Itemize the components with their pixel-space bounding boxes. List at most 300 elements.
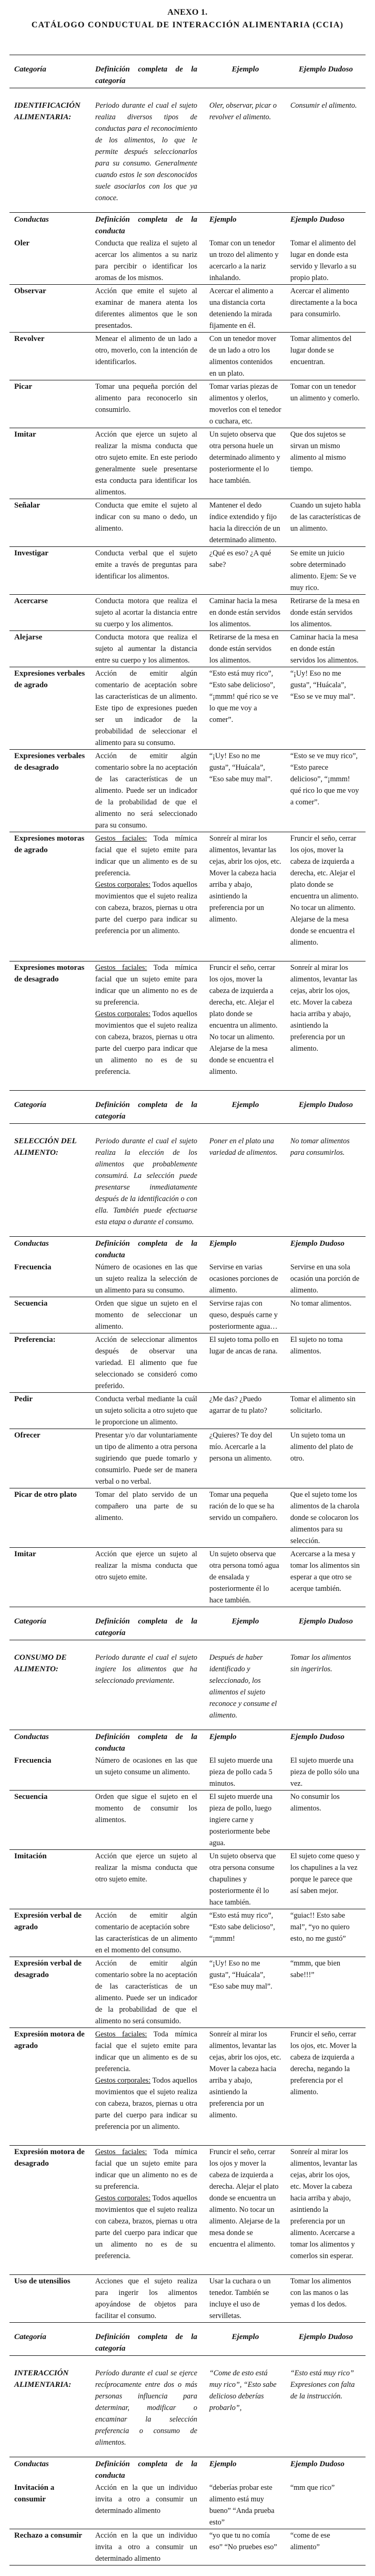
facial-gestures-label: Gestos faciales: (95, 2030, 147, 2039)
behavior-example (205, 1791, 286, 1850)
behavior-example (205, 547, 286, 595)
behavior-row (9, 2481, 366, 2529)
header-ejemplo: Ejemplo (205, 1091, 286, 1124)
header-definicion-categoria: Definición completa de la categoría (90, 1091, 205, 1124)
behavior-example (205, 285, 286, 333)
behavior-name: Picar (9, 380, 90, 428)
example-text: Retirarse de la mesa en donde están servidos los alimentos. (209, 633, 279, 665)
behavior-name: Invitación a consumir (9, 2481, 90, 2529)
example-text: Tomar varias piezas de alimentos y olerlos, moverlos con el tenedor o cuchara, etc. (209, 382, 281, 426)
behavior-definition (90, 1393, 205, 1429)
behavior-doubtful-example (286, 1429, 366, 1488)
behavior-doubtful-example (286, 2529, 366, 2565)
behavior-example (205, 667, 286, 750)
body-gestures-label: Gestos corporales: (95, 2076, 151, 2085)
behavior-definition (90, 2275, 205, 2323)
example-text: “¡Uy! Eso no me gusta”, “Huácala”, “Eso sabe muy mal”. (209, 752, 272, 783)
example-text: Sonreír al mirar los alimentos, levantar las cejas, abrir los ojos, etc. Mover la cabeza hacia arriba y abajo, asintiendo la preferencia por un alimento. (209, 2030, 281, 2119)
behavior-example (205, 1909, 286, 1957)
example-text: Caminar hacia la mesa en donde están servidos los alimentos. (209, 597, 281, 628)
facial-gestures-text: Toda mímica facial que el sujeto emite para indicar que un alimento es de su preferencia. (95, 834, 197, 877)
doubtful-text: Cuando un sujeto habla de las características de un alimento. (290, 501, 361, 533)
example-text: Fruncir el seño, cerrar los ojos y mover la cabeza de izquierda a derecha. Alejar el plato donde se encuentra un alimento. No tocar un alimento. Alejarse de la mesa donde se encuentra el alimento. (209, 2148, 280, 2249)
example-text: ¿Quieres? Te doy del mío. Acercarle a la persona un alimento. (209, 1431, 272, 1463)
behavior-name: Expresión verbal de desagrado (9, 1957, 90, 2028)
example-text: Un sujeto observa que otra persona consume chapulines y posteriormente él lo hace también. (209, 1852, 276, 1907)
title-annex: ANEXO 1. (167, 8, 208, 17)
behavior-doubtful-example (286, 380, 366, 428)
header-definicion-categoria: Definición completa de la categoría (90, 55, 205, 88)
behavior-row (9, 750, 366, 832)
behavior-name: Acercarse (9, 595, 90, 631)
category-name: CONSUMO DE ALIMENTO: (14, 1653, 67, 1673)
behavior-doubtful-example (286, 1297, 366, 1333)
header-conductas: Conductas (9, 2457, 90, 2482)
behavior-example (205, 1488, 286, 1548)
behavior-definition (90, 1791, 205, 1850)
definition-text: Acción de emitir algún comentario de aceptación sobre (95, 1911, 197, 1931)
definition-text: Acciones que el sujeto realiza para ingerir los alimentos apoyándose de objetos para facilitar el consumo. (95, 2277, 197, 2320)
behavior-name: Revolver (9, 333, 90, 380)
category-definition: Período durante el cual se ejerce recíprocamente entre dos o más personas influencia para determinar, modificar o encaminar la selección preferencia o consumo de alimentos. (95, 2369, 197, 2447)
behavior-doubtful-example (286, 832, 366, 961)
doubtful-text: No consumir los alimentos. (290, 1793, 340, 1813)
category-definition-row (9, 1640, 366, 1730)
header-ejemplo: Ejemplo (205, 213, 286, 237)
behavior-doubtful-example (286, 1393, 366, 1429)
doubtful-text: Caminar hacia la mesa en donde están servidos los alimentos. (290, 633, 359, 665)
doubtful-text: “¡Uy! Eso no me gusta”, “Huácala”, “Eso se ve muy mal”. (290, 669, 356, 701)
header-conductas: Conductas (9, 1237, 90, 1261)
behaviors-header-row (9, 2457, 366, 2482)
doubtful-text: Tomar el alimento del lugar en donde esta servido y llevarlo a su propio plato. (290, 239, 357, 282)
behavior-example (205, 2028, 286, 2146)
behavior-name: Secuencia (9, 1791, 90, 1850)
doubtful-text: Tomar los alimentos con las manos o las yemas d los dedos. (290, 2277, 351, 2309)
title-catalog: CATÁLOGO CONDUCTUAL DE INTERACCIÓN ALIMENTARIA (CCIA) (31, 20, 344, 29)
behavior-name: Observar (9, 285, 90, 333)
header-definicion-categoria: Definición completa de la categoría (90, 2323, 205, 2356)
behavior-catalog-table (9, 55, 366, 2565)
behavior-name: Uso de utensilios (9, 2275, 90, 2323)
header-ejemplo-dudoso: Ejemplo Dudoso (286, 2457, 366, 2482)
example-text: Sonreír al mirar los alimentos, levantar las cejas, abrir los ojos, etc. Mover la cabeza hacia arriba y abajo, asintiendo la preferencia por un alimento. (209, 834, 281, 924)
example-text-continued: “¡mmm! (209, 1934, 235, 1943)
behavior-definition (90, 237, 205, 285)
header-ejemplo-dudoso: Ejemplo Dudoso (286, 55, 366, 88)
header-ejemplo-dudoso: Ejemplo Dudoso (286, 1730, 366, 1755)
example-text: “Esto está muy rico”, “Esto sabe delicioso”, (209, 1911, 275, 1931)
definition-text: Acción de emitir algún comentario sobre la no aceptación de las características de un alimento. Puede ser un indicador de la probabilidad de que el alimento no será seleccionado para su consumo. (95, 752, 197, 830)
behavior-definition (90, 1488, 205, 1548)
behavior-example (205, 1297, 286, 1333)
behavior-row (9, 428, 366, 499)
example-text: El sujeto toma pollo en lugar de ancas de rana. (209, 1336, 279, 1356)
behavior-doubtful-example (286, 2481, 366, 2529)
behavior-definition (90, 1754, 205, 1791)
behavior-definition (90, 631, 205, 667)
doubtful-text: Acercar el alimento directamente a la boca para consumirlo. (290, 287, 358, 318)
definition-text: Conducta que realiza el sujeto al acercar los alimentos a su nariz para percibir o identificar los aromas de los mismos. (95, 239, 197, 282)
behavior-name: Oler (9, 237, 90, 285)
behavior-doubtful-example (286, 667, 366, 750)
behavior-doubtful-example (286, 237, 366, 285)
behavior-definition (90, 1957, 205, 2028)
behavior-example (205, 380, 286, 428)
category-definition-row (9, 2356, 366, 2457)
definition-text: Acción que emite el sujeto al examinar de manera atenta los diferentes alimentos que le son presentados. (95, 287, 197, 330)
behavior-example (205, 832, 286, 961)
behavior-definition (90, 1261, 205, 1297)
facial-gestures-text: Toda mímica facial que el sujeto emite para indicar que un alimento es de su preferencia. (95, 2030, 197, 2073)
definition-text: Número de ocasiones en las que un sujeto realiza la selección de un alimento para su consumo. (95, 1263, 197, 1295)
behavior-example (205, 1429, 286, 1488)
facial-gestures-text: Toda mímica facial que un sujeto emite para indicar que un alimento no es de su preferencia. (95, 964, 197, 1007)
behavior-definition (90, 285, 205, 333)
behavior-name: Imitación (9, 1850, 90, 1909)
behavior-row (9, 1791, 366, 1850)
category-definition: Periodo durante el cual el sujeto realiza la elección de los alimentos que probablemente consumirá. La selección puede presentarse inmediatamente después de la identificación o con ella. También puede efectuarse esta etapa o durante el consumo. (95, 1137, 197, 1226)
behavior-name: Imitar (9, 428, 90, 499)
behavior-example (205, 595, 286, 631)
example-text: Tomar con un tenedor un trozo del alimento y acercarlo a la nariz inhalando. (209, 239, 279, 282)
body-gestures-text: Todos aquellos movimientos que el sujeto realiza con cabeza, brazos, piernas u otra parte del cuerpo para indicar que un alimento no es de su preferencia. (95, 1010, 197, 1076)
definition-text: Menear el alimento de un lado a otro, moverlo, con la intención de identificarlos. (95, 335, 197, 366)
behavior-example (205, 2481, 286, 2529)
example-text: Un sujeto observa que otra persona tomó agua de ensalada y posteriormente él lo hace también. (209, 1550, 279, 1605)
example-text: “Esto está muy rico”, “Esto sabe delicioso”, “¡mmm! qué rico se ve lo que me voy a comer”. (209, 669, 278, 724)
definition-text: Conducta verbal que el sujeto emite a través de preguntas para identificar los alimentos. (95, 549, 197, 581)
doubtful-text: Tomar con un tenedor un alimento y comerlo. (290, 382, 360, 402)
header-ejemplo: Ejemplo (205, 55, 286, 88)
example-text: Acercar el alimento a una distancia corta deteniendo la mirada fijamente en él. (209, 287, 273, 330)
category-header-row (9, 2323, 366, 2356)
behavior-doubtful-example (286, 2275, 366, 2323)
behavior-doubtful-example (286, 1909, 366, 1957)
doubtful-text: “mmm, que bien sabe!!!” (290, 1959, 340, 1979)
header-ejemplo: Ejemplo (205, 1730, 286, 1755)
doubtful-text-continued: esto, no me gustó” (290, 1934, 346, 1943)
category-header-row (9, 1607, 366, 1640)
category-definition: Periodo durante el cual el sujeto ingiere los alimentos que ha seleccionado previamente. (95, 1653, 197, 1685)
behavior-row (9, 595, 366, 631)
behavior-row (9, 1261, 366, 1297)
header-ejemplo-dudoso: Ejemplo Dudoso (286, 1091, 366, 1124)
behavior-name: Preferencia: (9, 1333, 90, 1393)
header-ejemplo-dudoso: Ejemplo Dudoso (286, 1607, 366, 1640)
header-ejemplo: Ejemplo (205, 1607, 286, 1640)
behavior-definition (90, 1909, 205, 1957)
definition-text: Número de ocasiones en las que un sujeto consume un alimento. (95, 1756, 197, 1776)
behavior-doubtful-example (286, 333, 366, 380)
behaviors-header-row (9, 213, 366, 237)
doubtful-text: Tomar el alimento sin solicitarlo. (290, 1395, 356, 1415)
behaviors-header-row (9, 1237, 366, 1261)
behavior-name: Expresión motora de desagrado (9, 2146, 90, 2275)
header-ejemplo: Ejemplo (205, 1237, 286, 1261)
category-doubtful-example: Tomar los alimentos sin ingerirlos. (290, 1653, 351, 1673)
behavior-doubtful-example (286, 2146, 366, 2275)
behavior-row (9, 1393, 366, 1429)
example-text: Mantener el dedo índice extendido y fijo hacia la dirección de un determinado alimento. (209, 501, 280, 544)
behavior-example (205, 2146, 286, 2275)
header-ejemplo-dudoso: Ejemplo Dudoso (286, 213, 366, 237)
definition-text: Acción de seleccionar alimentos después de observar una variedad. El alimento que fue seleccionado se consideró como preferido. (95, 1336, 197, 1390)
header-definicion-conducta: Definición completa de la conducta (90, 1237, 205, 1261)
doubtful-text: No tomar alimentos. (290, 1299, 352, 1308)
doubtful-text: Tomar alimentos del lugar donde se encuentran. (290, 335, 352, 366)
category-example: “Come de esto está muy rico”, “Esto sabe delicioso deberías probarlo”, (209, 2369, 277, 2412)
category-name: IDENTIFICACIÓN ALIMENTARIA: (14, 101, 80, 121)
behavior-name: Frecuencia (9, 1261, 90, 1297)
behavior-doubtful-example (286, 1488, 366, 1548)
behavior-example (205, 428, 286, 499)
body-gestures-label: Gestos corporales: (95, 2194, 151, 2202)
behavior-example (205, 631, 286, 667)
definition-text: Acción que ejerce un sujeto al realizar la misma conducta que otro sujeto emite. En este periodo generalmente suele presentarse esta conducta para identificar los alimentos. (95, 430, 197, 496)
behavior-name: Pedir (9, 1393, 90, 1429)
behavior-definition (90, 750, 205, 832)
behavior-doubtful-example (286, 547, 366, 595)
behavior-name: Expresiones verbales de desagrado (9, 750, 90, 832)
behavior-doubtful-example (286, 428, 366, 499)
header-categoria: Categoría (9, 1607, 90, 1640)
behavior-example (205, 1393, 286, 1429)
behavior-definition (90, 333, 205, 380)
behavior-definition (90, 595, 205, 631)
behavior-name: Expresiones verbales de agrado (9, 667, 90, 750)
doubtful-text: “Esto se ve muy rico”, “Esto parece delicioso”, “¡mmm! qué rico lo que me voy a comer”. (290, 752, 359, 806)
facial-gestures-label: Gestos faciales: (95, 964, 147, 972)
behavior-example (205, 1754, 286, 1791)
doubtful-text: Que dos sujetos se sirvan un mismo alimento al mismo tiempo. (290, 430, 346, 473)
behavior-row (9, 547, 366, 595)
doubtful-text: Retirarse de la mesa en donde están servidos los alimentos. (290, 597, 360, 628)
behavior-definition (90, 1548, 205, 1607)
behavior-definition (90, 832, 205, 961)
behavior-doubtful-example (286, 631, 366, 667)
header-definicion-conducta: Definición completa de la conducta (90, 213, 205, 237)
category-doubtful-example: No tomar alimentos para consumirlos. (290, 1137, 350, 1157)
behavior-doubtful-example (286, 595, 366, 631)
header-ejemplo-dudoso: Ejemplo Dudoso (286, 1237, 366, 1261)
body-gestures-text: Todos aquellos movimientos que el sujeto realiza con cabeza, brazos, piernas u otra parte del cuerpo para indicar su preferencia por un alimento. (95, 2076, 197, 2131)
definition-text: Acción de emitir algún comentario sobre la no aceptación de las características de un alimento. Puede ser un indicador de la probabilidad de que el alimento no será consumido. (95, 1959, 197, 2025)
behavior-row (9, 667, 366, 750)
doubtful-text: Sonreír al mirar los alimentos, levantar las cejas, abrir los ojos, etc. Mover la cabeza hacia arriba y abajo, asintiendo la preferencia por un alimento. (290, 964, 358, 1053)
behavior-doubtful-example (286, 1791, 366, 1850)
definition-text: Conducta motora que realiza el sujeto al aumentar la distancia entre su cuerpo y los alimentos. (95, 633, 197, 665)
behavior-row (9, 1488, 366, 1548)
behavior-name: Ofrecer (9, 1429, 90, 1488)
example-text: ¿Me das? ¿Puedo agarrar de tu plato? (209, 1395, 267, 1415)
behavior-row (9, 2146, 366, 2275)
behavior-definition (90, 428, 205, 499)
example-text: ¿Qué es eso? ¿A qué sabe? (209, 549, 271, 569)
behavior-row (9, 832, 366, 961)
definition-text: Acción que ejerce un sujeto al realizar la misma conducta que otro sujeto emite. (95, 1550, 197, 1581)
behavior-row (9, 2529, 366, 2565)
definition-text: Orden que sigue un sujeto en el momento de seleccionar un alimento. (95, 1299, 197, 1331)
behavior-row (9, 631, 366, 667)
behavior-definition (90, 547, 205, 595)
behavior-doubtful-example (286, 499, 366, 547)
behavior-doubtful-example (286, 1261, 366, 1297)
behavior-row (9, 333, 366, 380)
category-header-row (9, 1091, 366, 1124)
behavior-example (205, 333, 286, 380)
doubtful-text: El sujeto muerde una pieza de pollo sólo una vez. (290, 1756, 359, 1788)
behavior-row (9, 1754, 366, 1791)
body-gestures-label: Gestos corporales: (95, 1010, 151, 1018)
behavior-name: Imitar (9, 1548, 90, 1607)
doubtful-text: “come de ese alimento” (290, 2531, 330, 2551)
behavior-example (205, 2275, 286, 2323)
behavior-row (9, 2275, 366, 2323)
behavior-doubtful-example (286, 2028, 366, 2146)
behavior-definition (90, 2481, 205, 2529)
behaviors-header-row (9, 1730, 366, 1755)
header-categoria: Categoría (9, 55, 90, 88)
example-text: “deberías probar este alimento está muy bueno” “Anda prueba esto” (209, 2484, 275, 2527)
doubtful-text: El sujeto come queso y los chapulines a la vez porque le parece que así saben mejor. (290, 1852, 360, 1895)
definition-text-continued: las características de un alimento en el momento del consumo. (95, 1934, 197, 1954)
behavior-name: Secuencia (9, 1297, 90, 1333)
example-text: Con un tenedor mover de un lado a otro los alimentos contenidos en un plato. (209, 335, 277, 378)
behavior-row (9, 961, 366, 1091)
doubtful-text: “guiac!! Esto sabe mal”, “yo no quiero (290, 1911, 350, 1931)
behavior-example (205, 961, 286, 1091)
example-text: Un sujeto observa que otra persona huele un determinado alimento y posteriormente el lo hace también. (209, 430, 280, 485)
behavior-name: Expresiones motoras de agrado (9, 832, 90, 961)
category-doubtful-example: “Esto está muy rico” Expresiones con falta de la instrucción. (290, 2369, 355, 2401)
behavior-row (9, 1548, 366, 1607)
behavior-name: Rechazo a consumir (9, 2529, 90, 2565)
facial-gestures-label: Gestos faciales: (95, 2148, 147, 2156)
doubtful-text: Un sujeto toma un alimento del plato de otro. (290, 1431, 353, 1463)
behavior-doubtful-example (286, 1957, 366, 2028)
header-ejemplo: Ejemplo (205, 2323, 286, 2356)
header-conductas: Conductas (9, 213, 90, 237)
behavior-definition (90, 380, 205, 428)
doubtful-text: Se emite un juicio sobre determinado alimento. Ejem: Se ve muy rico. (290, 549, 357, 592)
behavior-definition (90, 1297, 205, 1333)
category-name: INTERACCIÓN ALIMENTARIA: (14, 2369, 72, 2389)
behavior-name: Frecuencia (9, 1754, 90, 1791)
example-text: Servirse rajas con queso, después carne y posteriormente agua… (209, 1299, 278, 1331)
body-gestures-label: Gestos corporales: (95, 881, 151, 889)
behavior-definition (90, 667, 205, 750)
behavior-definition (90, 2028, 205, 2146)
header-ejemplo: Ejemplo (205, 2457, 286, 2482)
behavior-example (205, 1261, 286, 1297)
behavior-row (9, 285, 366, 333)
definition-text: Acción de emitir algún comentario de aceptación sobre las características de un alimento. Este tipo de expresiones pueden ser un indicador de la probabilidad de seleccionar el alimento para su consumo. (95, 669, 197, 747)
behavior-definition (90, 2146, 205, 2275)
definition-text: Conducta que emite el sujeto al indicar con su mano o dedo, un alimento. (95, 501, 197, 533)
behavior-definition (90, 1333, 205, 1393)
doubtful-text: Servirse en una sola ocasión una porción de alimento. (290, 1263, 360, 1295)
behavior-definition (90, 2529, 205, 2565)
example-text: El sujeto muerde una pieza de pollo, luego ingiere carne y posteriormente bebe agua. (209, 1793, 273, 1847)
category-example: Después de haber identificado y seleccionado, los alimentos el sujeto reconoce y consume el alimento. (209, 1653, 277, 1720)
definition-text: Orden que sigue el sujeto en el momento de consumir los alimentos. (95, 1793, 197, 1824)
behavior-name: Alejarse (9, 631, 90, 667)
behavior-doubtful-example (286, 1333, 366, 1393)
behavior-row (9, 1297, 366, 1333)
behavior-row (9, 380, 366, 428)
example-text: Servirse en varias ocasiones porciones de alimento. (209, 1263, 278, 1295)
behavior-example (205, 1333, 286, 1393)
doubtful-text: El sujeto no toma alimentos. (290, 1336, 343, 1356)
behavior-name: Expresiones motoras de desagrado (9, 961, 90, 1091)
example-text: Tomar una pequeña ración de lo que se ha servido un compañero. (209, 1491, 278, 1522)
definition-text: Acción en la que un individuo invita a otro a consumir un determinado alimento (95, 2484, 197, 2515)
category-name: SELECCIÓN DEL ALIMENTO: (14, 1137, 77, 1157)
behavior-name: Expresión motora de agrado (9, 2028, 90, 2146)
category-definition-row (9, 88, 366, 213)
behavior-row (9, 1850, 366, 1909)
behavior-name: Picar de otro plato (9, 1488, 90, 1548)
behavior-doubtful-example (286, 285, 366, 333)
behavior-row (9, 237, 366, 285)
behavior-definition (90, 1850, 205, 1909)
header-definicion-conducta: Definición completa de la conducta (90, 2457, 205, 2482)
behavior-row (9, 1429, 366, 1488)
behavior-example (205, 2529, 286, 2565)
example-text: Usar la cuchara o un tenedor. También se incluye el uso de servilletas. (209, 2277, 271, 2320)
behavior-definition (90, 499, 205, 547)
doubtful-text: “mm que rico” (290, 2484, 335, 2492)
example-text: “¡Uy! Eso no me gusta”, “Huácala”, “Eso sabe muy mal”. (209, 1959, 272, 1991)
doubtful-text: Fruncir el seño, cerrar los ojos, etc. Mover la cabeza de izquierda a derecha, negando la preferencia por el alimento. (290, 2030, 357, 2096)
behavior-row (9, 499, 366, 547)
header-conductas: Conductas (9, 1730, 90, 1755)
example-text: Fruncir el seño, cerrar los ojos, mover la cabeza de izquierda a derecha, etc. Alejar el plato donde se encuentra un alimento. No tocar un alimento. Alejarse de la mesa donde se encuentra el alimento. (209, 964, 278, 1076)
definition-text: Conducta verbal mediante la cuál un sujeto solicita a otro sujeto que le proporcione un alimento. (95, 1395, 197, 1426)
doubtful-text: Que el sujeto tome los alimentos de la charola donde se colocaron los alimentos para su selección. (290, 1491, 360, 1545)
behavior-row (9, 1333, 366, 1393)
category-definition: Periodo durante el cual el sujeto realiza diversos tipos de conductas para el reconocimiento de los alimentos, lo que le permite después seleccionarlos para su consumo. Generalmente cuando estos le son desconocidos suele asociarlos con los que ya conoce. (95, 101, 197, 202)
definition-text: Acción que ejerce un sujeto al realizar la misma conducta que otro sujeto emite. (95, 1852, 197, 1884)
facial-gestures-text: Toda mímica facial que un sujeto emite para indicar que un alimento no es de su preferencia. (95, 2148, 197, 2191)
behavior-example (205, 750, 286, 832)
behavior-name: Investigar (9, 547, 90, 595)
behavior-definition (90, 961, 205, 1091)
behavior-example (205, 1957, 286, 2028)
behavior-definition (90, 1429, 205, 1488)
category-definition-row (9, 1124, 366, 1237)
header-categoria: Categoría (9, 2323, 90, 2356)
category-example: Poner en el plato una variedad de alimentos. (209, 1137, 278, 1157)
behavior-example (205, 1548, 286, 1607)
behavior-row (9, 2028, 366, 2146)
behavior-doubtful-example (286, 1754, 366, 1791)
behavior-example (205, 499, 286, 547)
document-title (9, 6, 366, 32)
behavior-name: Señalar (9, 499, 90, 547)
doubtful-text: Fruncir el seño, cerrar los ojos, mover la cabeza de izquierda a derecha, etc. Alejar el plato donde se encuentra un alimento. No tocar un alimento. Alejarse de la mesa donde se encuentra el alimento. (290, 834, 359, 947)
behavior-doubtful-example (286, 961, 366, 1091)
definition-text: Presentar y/o dar voluntariamente un tipo de alimento a otra persona sugiriendo que puede tomarlo y consumirlo. Puede ser de manera verbal o no verbal. (95, 1431, 197, 1486)
behavior-example (205, 1850, 286, 1909)
header-ejemplo-dudoso: Ejemplo Dudoso (286, 2323, 366, 2356)
definition-text: Tomar del plato servido de un compañero una parte de su alimento. (95, 1491, 197, 1522)
behavior-row (9, 1909, 366, 1957)
behavior-doubtful-example (286, 1850, 366, 1909)
behavior-row (9, 1957, 366, 2028)
behavior-doubtful-example (286, 1548, 366, 1607)
